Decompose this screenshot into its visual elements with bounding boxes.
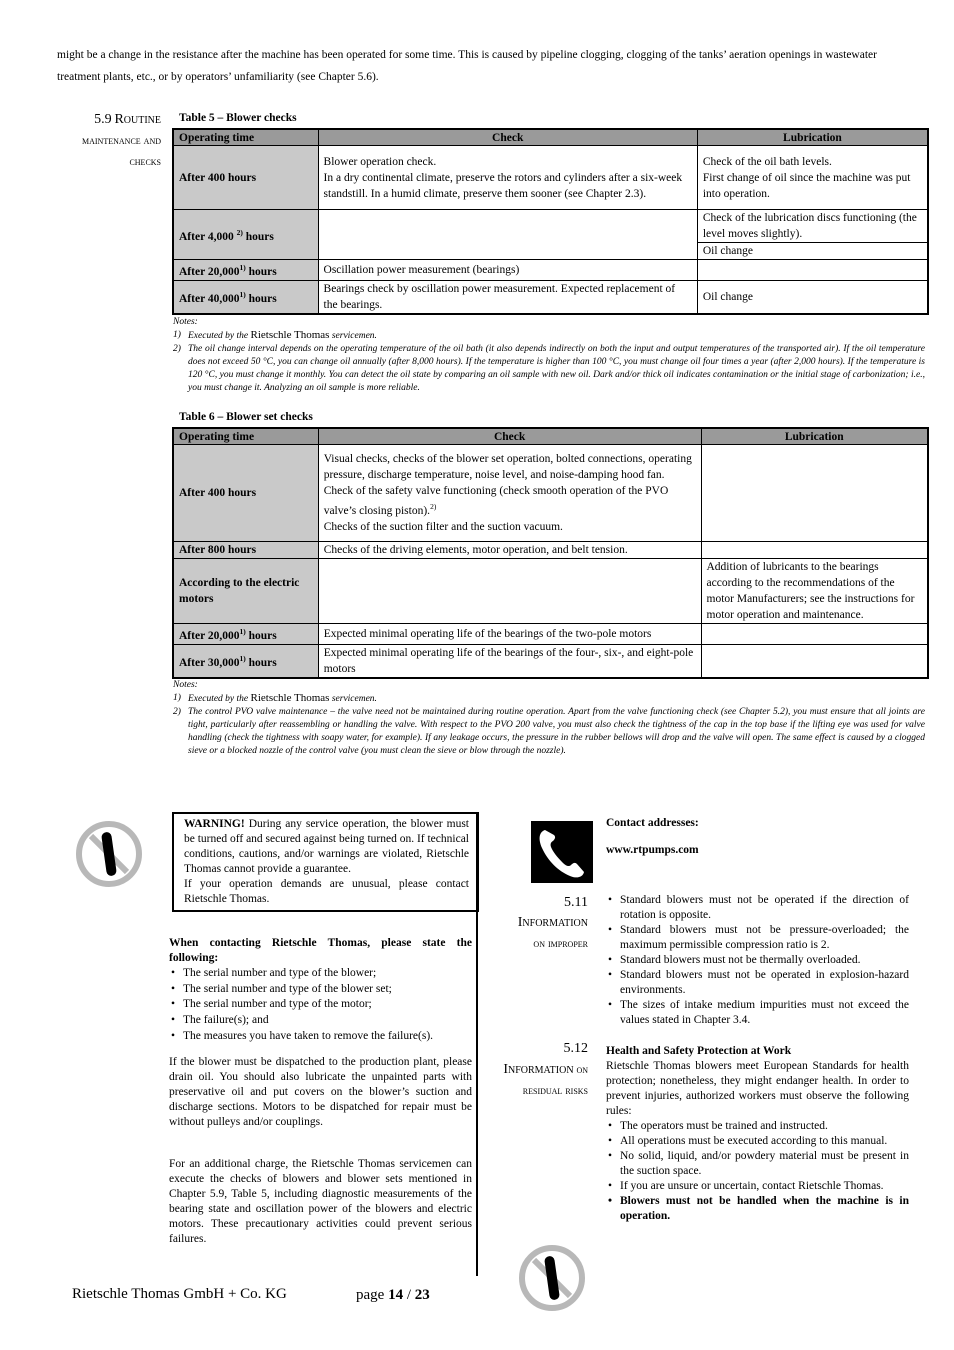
lubrication-cell [697, 146, 928, 210]
table6-caption: Table 6 – Blower set checks [179, 411, 313, 423]
table-header-row [173, 129, 928, 146]
operating-time: After 800 hours [173, 542, 318, 559]
table-row [173, 445, 928, 542]
operating-time: After 400 hours [173, 445, 318, 542]
section-5-12-heading [484, 1039, 588, 1101]
table5 [172, 128, 929, 315]
section-number: 5.11 [564, 895, 588, 910]
table-row [173, 280, 928, 314]
contact-state-heading: When contacting Rietschle Thomas, please state the following: [169, 937, 472, 964]
health-safety-heading: Health and Safety Protection at Work [606, 1045, 792, 1057]
notes-label: Notes: [173, 317, 198, 327]
note-item: 2) The oil change interval depends on the operating temperature of the oil bath (it also depends indirectly on both the input and output temperatures of the transported air). If the oil temperature does not exceed 50 °C, you can change oil annually (after 8,000 hours). If the temperature is higher than 100 °C, you must change oil four times a year (after 2,000 hours). If the temperature is 120 °C, you must change it monthly. You can detect the oil state by comparing an oil sample with new oil. Dark and/or thick oil indicates contamination or the initial stage of carbonization; i.e., you must change it. Analyzing an oil sample is more reliable. [173, 344, 925, 393]
table-row [173, 559, 928, 624]
list-item: • The measures you have taken to remove the failure(s). [169, 1029, 472, 1045]
lubrication-cell [701, 445, 928, 542]
table-row [173, 644, 928, 678]
lubrication-cell [701, 624, 928, 645]
list-item: • If you are unsure or uncertain, contact Rietschle Thomas. [606, 1179, 909, 1194]
section-title-rest: on improper [533, 936, 588, 950]
section-number: 5.12 [563, 1041, 588, 1056]
footer-company: Rietschle Thomas GmbH + Co. KG [72, 1286, 287, 1302]
lubrication-cell [701, 542, 928, 559]
table-row [173, 146, 928, 210]
section-title-rest: maintenance and checks [82, 133, 161, 168]
check-line: In a dry continental climate, preserve the rotors and cylinders after a six-week standstill. In a humid climate, preserve them sooner (see Chapter 2.3). [323, 171, 683, 200]
check-cell [318, 146, 697, 210]
notes-label: Notes: [173, 680, 198, 690]
column-divider [476, 812, 478, 1276]
list-item: • The sizes of intake medium impurities must not exceed the values stated in Chapter 3.4. [606, 998, 909, 1028]
list-item: • The operators must be trained and instructed. [606, 1119, 909, 1134]
warning-box [172, 812, 479, 912]
col-header: Check [318, 129, 697, 146]
section-5-11-heading [484, 893, 588, 954]
section-5-9-heading [57, 110, 161, 172]
residual-risks-section [606, 1044, 909, 1224]
contact-url-link[interactable]: www.rtpumps.com [606, 844, 699, 856]
table-header-row [173, 428, 928, 445]
list-item: • The serial number and type of the blower; [169, 966, 472, 982]
operating-time: According to the electric motors [173, 559, 318, 624]
check-cell: Expected minimal operating life of the bearings of the four-, six-, and eight-pole motors [318, 644, 701, 678]
footer-page-number: page 14 / 23 [356, 1287, 430, 1303]
section-title-rest-b: residual risks [522, 1083, 588, 1097]
contact-state-section [169, 936, 472, 1045]
col-header: Check [318, 428, 701, 445]
note-item: 1) Executed by the Rietschle Thomas servicemen. [173, 692, 377, 704]
table6-notes [173, 679, 925, 758]
operating-time: After 4,000 $^{2)}$ hours [173, 210, 318, 260]
col-header: Operating time [173, 428, 318, 445]
check-cell: Expected minimal operating life of the bearings of the two-pole motors [318, 624, 701, 645]
section-title-rest-a: on [576, 1062, 588, 1076]
table5-caption: Table 5 – Blower checks [179, 112, 297, 124]
check-line: Blower operation check. [323, 155, 437, 168]
check-cell [318, 210, 697, 260]
lubrication-cell: Oil change [697, 280, 928, 314]
section-title-first: Routine [114, 112, 161, 127]
list-item: • All operations must be executed according to this manual. [606, 1134, 909, 1149]
section-title-first: Information [517, 915, 588, 930]
col-header: Lubrication [697, 129, 928, 146]
list-item: • The serial number and type of the blower set; [169, 982, 472, 998]
operating-time: After 400 hours [173, 146, 318, 210]
list-item: • Blowers must not be handled when the machine is in operation. [606, 1194, 909, 1224]
check-cell: Bearings check by oscillation power measurement. Expected replacement of the bearings. [318, 280, 697, 314]
list-item: • Standard blowers must not be operated if the direction of rotation is opposite. [606, 893, 909, 923]
lubrication-cell: Addition of lubricants to the bearings according to the recommendations of the motor Manufacturers; see the instructions for motor operation and maintenance. [701, 559, 928, 624]
list-item: • Standard blowers must not be pressure-overloaded; the maximum permissible compression ratio is 2. [606, 923, 909, 953]
dispatch-paragraph: If the blower must be dispatched to the production plant, please drain oil. You should also lubricate the unpainted parts with preservative oil and put covers on the blower’s suction and discharge sections. Motors to be dispatched for repair must be without pulleys and/or couplings. [169, 1056, 472, 1128]
lub-line: Check of the oil bath levels. [702, 155, 832, 168]
section-number: 5.9 [94, 112, 112, 127]
list-item: • No solid, liquid, and/or powdery material must be present in the suction space. [606, 1149, 909, 1179]
list-item: • Standard blowers must not be operated in explosion-hazard environments. [606, 968, 909, 998]
operating-time: After 20,000$^{1)}$ hours [173, 624, 318, 645]
table-row [173, 542, 928, 559]
no-touch-prohibition-icon [518, 1244, 586, 1312]
warning-text-2: If your operation demands are unusual, please contact Rietschle Thomas. [184, 878, 469, 905]
note-item: 2) The control PVO valve maintenance – the valve need not be maintained during routine operation. Apart from the valve functioning check (see Chapter 5.2), you must ensure that all joints are tight, particularly after reassembling or handling the valve. With respect to the PVO 200 valve, you must also check the tightness of the cap in the top base if the lifting eye was used for valve handling (check the tightness with soapy water, for example). If any leakage occurs, the pressure in the rubber bellows will drop and the valve will open. The same effect is caused by a clogged sieve or a blocked nozzle of the control valve (you must clean the sieve or blow through the nozzle). [173, 707, 925, 756]
table6 [172, 427, 929, 679]
intro-paragraph: might be a change in the resistance after the machine has been operated for some time. This is caused by pipeline clogging, clogging of the tanks’ aeration openings in wastewater treatment plants, etc., or by operators’ unfamiliarity (see Chapter 5.6). [57, 49, 877, 83]
lub-line: Oil change [702, 245, 753, 257]
improper-use-list [606, 893, 909, 1028]
charge-paragraph: For an additional charge, the Rietschle Thomas servicemen can execute the checks of blowers and blower sets mentioned in Chapter 5.9, Table 5, including diagnostic measurements of the bearing state and oscillation power of the blowers and electric motors. These precautionary activities could prevent serious failures. [169, 1158, 472, 1245]
check-cell: Oscillation power measurement (bearings) [318, 260, 697, 281]
lubrication-cell [697, 260, 928, 281]
table-row [173, 210, 928, 260]
list-item: • The failure(s); and [169, 1013, 472, 1029]
operating-time: After 40,000$^{1)}$ hours [173, 280, 318, 314]
warning-label: WARNING! [184, 818, 245, 830]
col-header: Operating time [173, 129, 318, 146]
operating-time: After 20,000$^{1)}$ hours [173, 260, 318, 281]
lub-line: First change of oil since the machine was put into operation. [702, 171, 911, 200]
list-item: • The serial number and type of the motor; [169, 997, 472, 1013]
no-touch-prohibition-icon [75, 820, 143, 888]
list-item: • Standard blowers must not be thermally overloaded. [606, 953, 909, 968]
lubrication-cell [701, 644, 928, 678]
lubrication-cell [697, 210, 928, 260]
check-cell [318, 559, 701, 624]
check-cell: Visual checks, checks of the blower set operation, bolted connections, operating pressure, discharge temperature, noise level, and noise-damping hood fan. Check of the safety valve functioning (check smooth operation of the PVO valve’s closing piston).$^{2)}$ Checks of the suction filter and the suction vacuum. [318, 445, 701, 542]
section-title-first: Information [503, 1062, 574, 1077]
health-safety-text: Rietschle Thomas blowers meet European Standards for health protection; nonetheless, they might endanger health. In order to prevent injuries, authorized workers must observe the following rules: [606, 1060, 909, 1117]
table5-notes [173, 316, 925, 395]
check-cell: Checks of the driving elements, motor operation, and belt tension. [318, 542, 701, 559]
table-row [173, 260, 928, 281]
table-row [173, 624, 928, 645]
col-header: Lubrication [701, 428, 928, 445]
operating-time: After 30,000$^{1)}$ hours [173, 644, 318, 678]
warning-text: During any service operation, the blower must be turned off and secured against being turned on. If technical conditions, cautions, and/or warnings are violated, Rietschle Thomas cannot provide a guarantee. [184, 818, 469, 875]
lub-line: Check of the lubrication discs functioning (the level moves slightly). [698, 210, 927, 243]
telephone-icon [531, 821, 593, 883]
note-item: 1) Executed by the Rietschle Thomas servicemen. [173, 329, 377, 341]
contact-addresses-heading: Contact addresses: [606, 817, 699, 829]
